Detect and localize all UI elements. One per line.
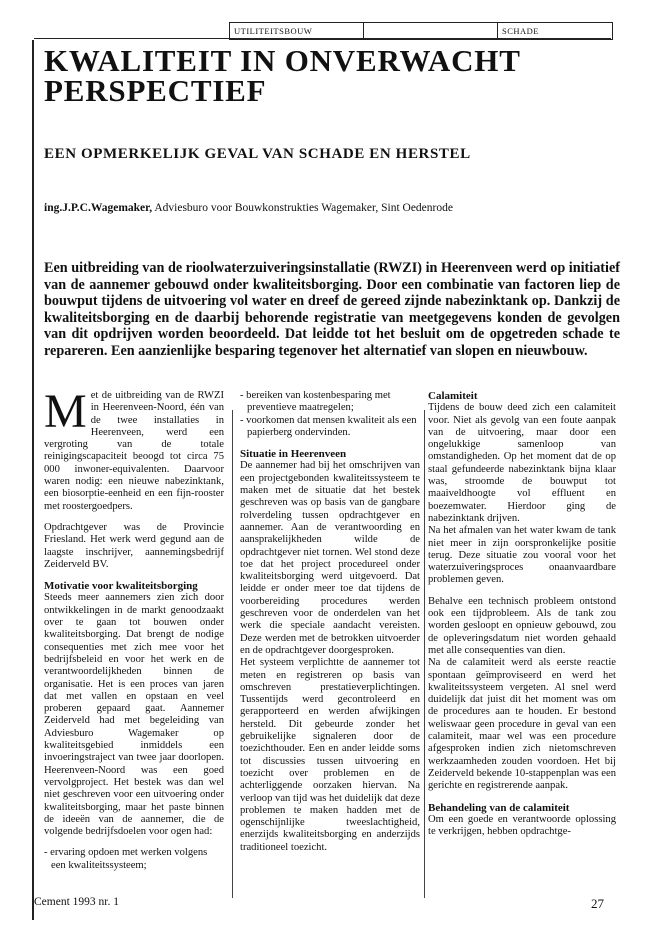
paragraph: Na het afmalen van het water kwam de tank niet meer in zijn oorspronkelijke positie terug. Deze situatie zou vooral voor het waterzuiveringsproces onaanvaardbare problemen geven. xyxy=(428,525,616,586)
section-heading: Situatie in Heerenveen xyxy=(240,448,347,461)
list-item: - ervaring opdoen met werken volgens een kwaliteitssysteem; xyxy=(44,847,208,871)
header-section: UTILITEITSBOUW xyxy=(230,23,364,39)
list-item: - voorkomen dat mensen kwaliteit als een papierberg ondervinden. xyxy=(240,414,417,438)
article-subtitle: EEN OPMERKELIJK GEVAL VAN SCHADE EN HERSTEL xyxy=(44,146,471,162)
header-topic: SCHADE xyxy=(502,26,540,36)
text-column-2 xyxy=(240,390,420,863)
article-title xyxy=(44,43,624,108)
footer-journal: Cement 1993 nr. 1 xyxy=(34,896,119,908)
section-heading: Behandeling van de calamiteit xyxy=(428,801,570,814)
opening-paragraph: Met de uitbreiding van de RWZI in Heerenveen-Noord, één van de twee installaties in Heerenveen, werd een vergroting van de totale reinigingscapaciteit beoogd tot circa 75 000 inwoner-equivalenten. Daarvoor waren nodig: een nieuwe nabezinktank, een biosorptie-eenheid en een fijn-rooster met roostergoedpers. xyxy=(44,385,224,512)
paragraph: Steeds meer aannemers zien zich door ontwikkelingen in de markt genoodzaakt over te gaan tot bouwen onder kwaliteitsborging. Dat brengt de nodige consequenties met zich mee voor het bedrijfsbeleid en voor het werk en de verantwoordelijkheden binnen de organisatie. Het is een proces van jaren dat met vallen en opstaan en veel proberen gepaard gaat. Aannemer Zeiderveld had met begeleiding van Adviesburo Wagemaker op kwaliteitsgebied inmiddels een invoeringstraject van twee jaar doorlopen. Heerenveen-Noord was een goed vervolgproject. Het bestek was dan wel niet geschreven voor een uitvoering onder kwaliteitsborging, maar het paste binnen de ideeën van de aannemer, die de volgende bedrijfsdoelen voor ogen had: xyxy=(44,592,224,838)
paragraph: Behalve een technisch probleem ontstond ook een tijdprobleem. Als de tank zou worden gesloopt en opnieuw gebouwd, zou de opleveringsdatum niet worden gehaald met alle consequenties van dien. xyxy=(428,595,616,656)
paragraph: Het systeem verplichtte de aannemer tot meten en registreren op basis van omschreven prestatieverplichtingen. Tussentijds werd gecontroleerd en gerapporteerd en werden afwijkingen hersteld. Dit gebeurde zonder het gebruikelijke signaleren door de toezichthouder. Een en ander leidde soms tot discussies tussen uitvoering en toezicht over problemen en de achterliggende oorzaken hiervan. Na verloop van tijd was het duidelijk dat deze problemen te maken hadden met de ogenschijnlijke tweeslachtigheid, enerzijds kwaliteitsborging en anderzijds traditioneel toezicht. xyxy=(240,657,420,853)
author-name: ing.J.P.C.Wagemaker, xyxy=(44,202,153,214)
section-heading: Motivatie voor kwaliteitsborging xyxy=(44,580,198,593)
text-column-3 xyxy=(428,390,616,847)
paragraph: Om een goede en verantwoorde oplossing te verkrijgen, hebben opdrachtge- xyxy=(428,813,616,838)
left-margin-rule xyxy=(32,40,34,920)
column-divider xyxy=(232,410,233,898)
drop-cap: M xyxy=(44,385,87,438)
section-heading: Calamiteit xyxy=(428,390,478,402)
title-line-1: KWALITEIT IN ONVERWACHT xyxy=(44,43,521,78)
byline xyxy=(44,202,453,214)
top-rule xyxy=(34,38,611,39)
column-divider xyxy=(424,410,425,898)
list-item: - bereiken van kostenbesparing met preventieve maatregelen; xyxy=(240,390,391,414)
paragraph: De aannemer had bij het omschrijven van een projectgebonden kwaliteitssysteem te maken met de situatie dat het bestek geschreven was op basis van de gangbare rolverdeling tussen opdrachtgever en aannemer. Aan de verantwoording en aansprakelijkheden wilde de opdrachtgever niet tornen. Wel stond deze toe dat het project procedureel onder kwaliteitsborging werd uitgevoerd. Dat leidde er onder meer toe dat tijdens de voorbereiding procedures werden geschreven voor de onderdelen van het werk die speciale aandacht vereisten. Deze werden met de betrokken uitvoerder en de opdrachtgever doorgesproken. xyxy=(240,460,420,656)
paragraph: Na de calamiteit werd als eerste reactie spontaan geïmproviseerd en werd het kwaliteitssysteem vergeten. Al snel werd duidelijk dat juist dit het moment was om de procedures aan te houden. Er bestond weliswaar geen procedure in geval van een calamiteit, maar wel was een procedure afgesproken indien zich nietomschreven werkzaamheden zouden voordoen. Het bij Zeiderveld bekende 10-stappenplan was een gerichte en registrerende aanpak. xyxy=(428,657,616,792)
article-intro: Een uitbreiding van de rioolwaterzuiveringsinstallatie (RWZI) in Heerenveen werd op initiatief van de aannemer gebouwd onder kwaliteitsborging. Door een combinatie van factoren liep de bouwput tijdens de uitvoering vol water en dreef de gereed zijnde nabezinktank op. Dankzij de kwaliteitsborging en de daarbij behorende registratie van meetgegevens konden de gevolgen van dit opdrijven worden beoordeeld. Dat leidde tot het besluit om de opgetreden schade te repareren. Een aanzienlijke besparing tegenover het alternatief van slopen en nieuwbouw. xyxy=(44,260,620,359)
page-number: 27 xyxy=(591,896,604,911)
title-line-2: PERSPECTIEF xyxy=(44,73,267,108)
header-empty-cell xyxy=(364,23,498,39)
text-column-1 xyxy=(44,385,224,872)
paragraph: Tijdens de bouw deed zich een calamiteit voor. Niet als gevolg van een foute aanpak van de uitvoering, maar door een ongelukkige samenloop van omstandigheden. Op het moment dat de op staal gefundeerde nabezinktank bijna klaar was, stroomde de bouwput tot maaiveldhoogte vol effluent en boezemwater. Hierdoor ging de nabezinktank drijven. xyxy=(428,402,616,524)
paragraph: Opdrachtgever was de Provincie Friesland. Het werk werd gegund aan de laagste inschrijver, aannemingsbedrijf Zeiderveld BV. xyxy=(44,521,224,570)
author-affiliation: Adviesburo voor Bouwkonstrukties Wagemaker, Sint Oedenrode xyxy=(154,202,453,214)
